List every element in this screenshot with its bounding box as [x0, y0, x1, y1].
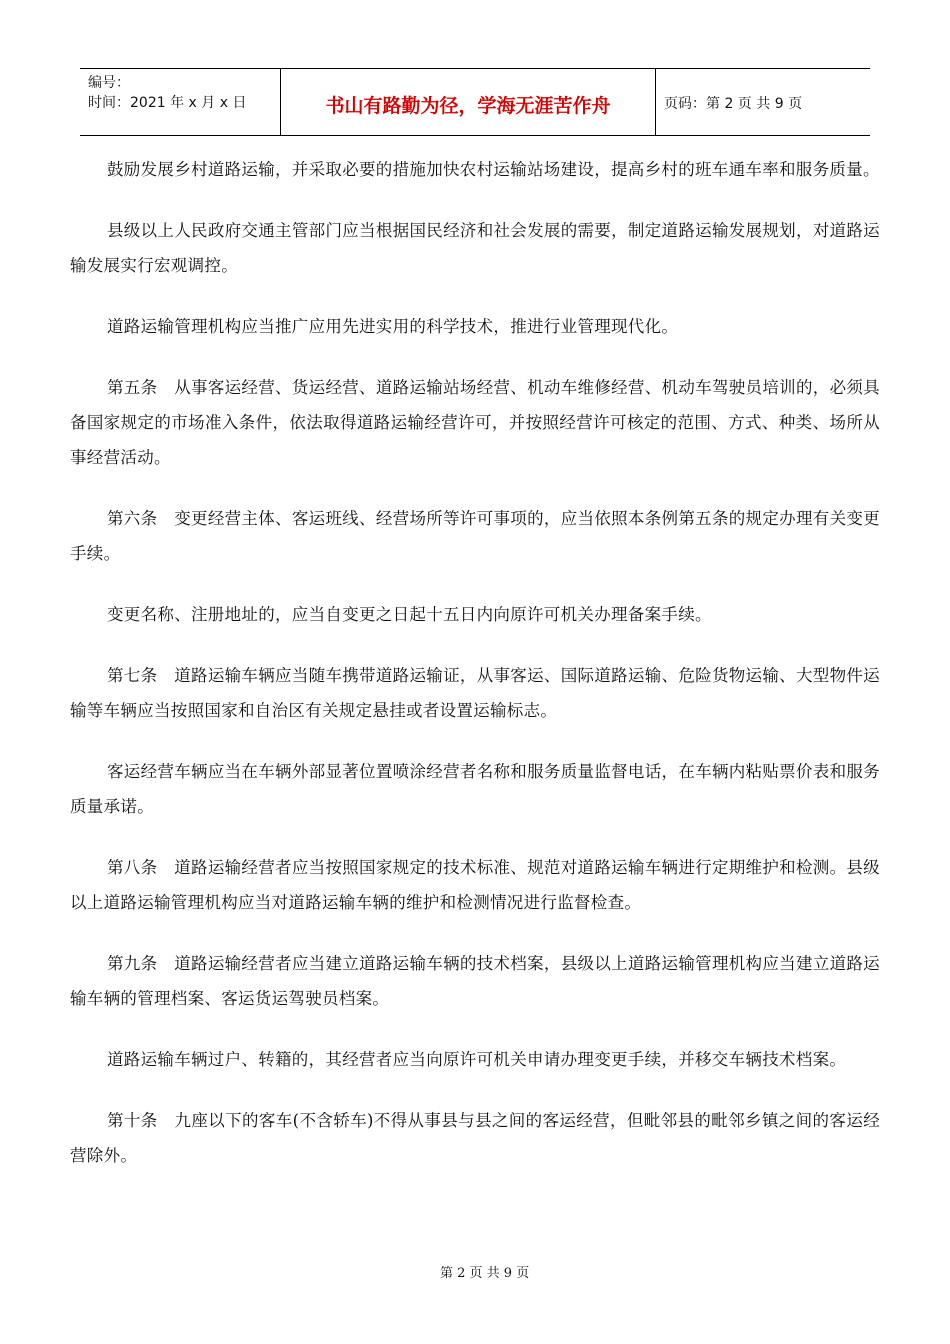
header-page-number: 页码：第 2 页 共 9 页: [664, 96, 803, 112]
header-meta-cell: [80, 69, 281, 135]
footer-page-number: 第 2 页 共 9 页: [440, 1266, 530, 1281]
article-9-paragraph: 第九条 道路运输经营者应当建立道路运输车辆的技术档案，县级以上道路运输管理机构应当建立道路运输车辆的管理档案、客运货运驾驶员档案。: [70, 954, 880, 1008]
article-6-paragraph: 第六条 变更经营主体、客运班线、经营场所等许可事项的，应当依照本条例第五条的规定办理有关变更手续。: [70, 509, 880, 563]
document-body: [70, 152, 880, 1199]
page-header: [80, 68, 870, 136]
article-8-paragraph: 第八条 道路运输经营者应当按照国家规定的技术标准、规范对道路运输车辆进行定期维护和检测。县级以上道路运输管理机构应当对道路运输车辆的维护和检测情况进行监督检查。: [70, 858, 880, 912]
paragraph: 变更名称、注册地址的，应当自变更之日起十五日内向原许可机关办理备案手续。: [107, 605, 712, 624]
date-label: 时间：2021 年 x 月 x 日: [88, 95, 247, 111]
serial-number-label: 编号：: [88, 75, 130, 91]
paragraph: 道路运输管理机构应当推广应用先进实用的科学技术，推进行业管理现代化。: [107, 317, 679, 336]
article-5-paragraph: 第五条 从事客运经营、货运经营、道路运输站场经营、机动车维修经营、机动车驾驶员培训的，必须具备国家规定的市场准入条件，依法取得道路运输经营许可，并按照经营许可核定的范围、方式、种类、场所从事经营活动。: [70, 378, 880, 467]
article-7-paragraph: 第七条 道路运输车辆应当随车携带道路运输证，从事客运、国际道路运输、危险货物运输、大型物件运输等车辆应当按照国家和自治区有关规定悬挂或者设置运输标志。: [70, 666, 880, 720]
paragraph: 道路运输车辆过户、转籍的，其经营者应当向原许可机关申请办理变更手续，并移交车辆技术档案。: [107, 1050, 847, 1069]
page-footer: [0, 1262, 950, 1281]
header-motto: 书山有路勤为径，学海无涯苦作舟: [281, 69, 656, 135]
article-10-paragraph: 第十条 九座以下的客车(不含轿车)不得从事县与县之间的客运经营，但毗邻县的毗邻乡镇之间的客运经营除外。: [70, 1111, 880, 1165]
paragraph: 鼓励发展乡村道路运输，并采取必要的措施加快农村运输站场建设，提高乡村的班车通车率和服务质量。: [107, 160, 880, 179]
paragraph: 县级以上人民政府交通主管部门应当根据国民经济和社会发展的需要，制定道路运输发展规划，对道路运输发展实行宏观调控。: [70, 221, 880, 275]
paragraph: 客运经营车辆应当在车辆外部显著位置喷涂经营者名称和服务质量监督电话，在车辆内粘贴票价表和服务质量承诺。: [70, 762, 880, 816]
